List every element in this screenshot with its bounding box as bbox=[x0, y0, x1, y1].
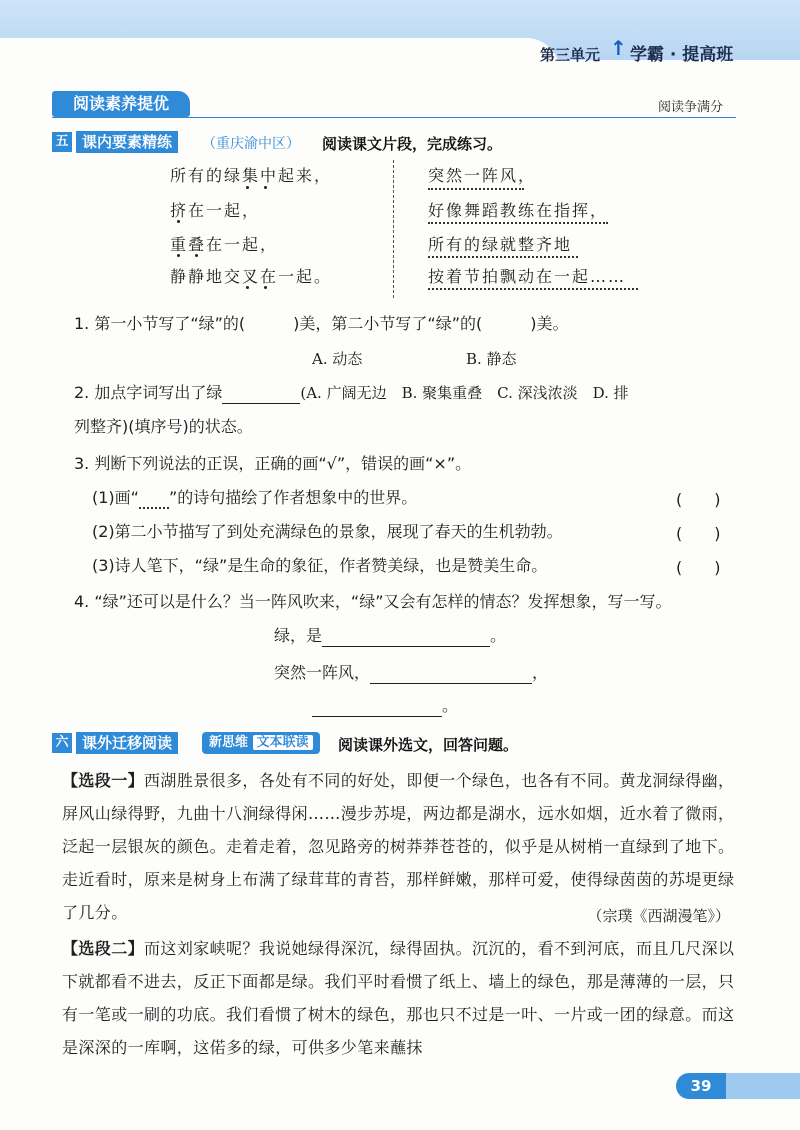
emphasis-dot bbox=[246, 286, 249, 289]
wavy-underline bbox=[428, 284, 638, 290]
q2-text-a: 2. 加点字词写出了绿 bbox=[74, 383, 223, 402]
q4-blank-3[interactable] bbox=[312, 696, 442, 717]
wavy-underline bbox=[428, 252, 578, 258]
section-title: 阅读素养提优 bbox=[52, 91, 190, 117]
page-number: 39 bbox=[676, 1073, 726, 1099]
part5-number: 五 bbox=[52, 132, 72, 152]
q4-line-3 bbox=[312, 695, 458, 717]
q4-line-2 bbox=[274, 662, 548, 684]
question-4: 4. “绿”还可以是什么？当一阵风吹来，“绿”又会有怎样的情态？发挥想象，写一写。 bbox=[74, 592, 672, 611]
q2-answer-blank[interactable] bbox=[222, 383, 300, 404]
q4-l3-end: 。 bbox=[442, 696, 459, 715]
part6-number: 六 bbox=[52, 733, 72, 753]
passage-1-label: 【选段一】 bbox=[62, 771, 145, 790]
up-arrow-icon: ↑ bbox=[610, 36, 627, 60]
q3-1-text-b: ”的诗句描绘了作者想象中的世界。 bbox=[168, 488, 418, 507]
emphasis-dot bbox=[195, 254, 198, 257]
brand-label bbox=[610, 36, 734, 65]
poem-left-line-1: 所有的绿集中起来， bbox=[170, 166, 333, 185]
poem-left-line-2: 挤在一起， bbox=[170, 201, 261, 220]
q4-blank-1[interactable] bbox=[322, 626, 490, 647]
q3-item-2: (2)第二小节描写了到处充满绿色的景象，展现了春天的生机勃勃。 bbox=[92, 522, 563, 541]
question-1: 1. 第一小节写了“绿”的( )美，第二小节写了“绿”的( )美。 bbox=[74, 314, 569, 333]
poem-divider bbox=[393, 160, 394, 298]
poem-left-line-4: 静静地交叉在一起。 bbox=[170, 267, 333, 286]
brand-text: 学霸 · 提高班 bbox=[630, 45, 734, 65]
q3-2-answer-paren[interactable]: ( ) bbox=[676, 524, 721, 543]
page-number-tail bbox=[726, 1073, 800, 1099]
passage-2-label: 【选段二】 bbox=[62, 939, 145, 958]
part6-tag3: 文本联读 bbox=[253, 735, 313, 750]
emphasis-dot bbox=[264, 186, 267, 189]
section-right-label: 阅读争满分 bbox=[658, 100, 724, 115]
q3-1-text-a: (1)画“ bbox=[92, 488, 139, 507]
q2-text-b: (A. 广阔无边 B. 聚集重叠 C. 深浅浓淡 D. 排 bbox=[300, 384, 629, 402]
q4-l2-end: ， bbox=[532, 663, 549, 682]
emphasis-dot bbox=[177, 254, 180, 257]
poem-right-line-2: 好像舞蹈教练在指挥， bbox=[428, 201, 609, 220]
q4-l2-text: 突然一阵风， bbox=[274, 663, 371, 682]
passage-1-text: 西湖胜景很多，各处有不同的好处，即便一个绿色，也各有不同。黄龙洞绿得幽，屏风山绿得野，九曲十八涧绿得闲……漫步苏堤，两边都是湖水，远水如烟，近水着了微雨，泛起一层银灰的颜色。走着走着，忽见路旁的树莽莽苍苍的，似乎是从树梢一直绿到了地下。走近看时，原来是树身上布满了绿茸茸的青苔，那样鲜嫩，那样可爱，使得绿茵茵的苏堤更绿了几分。 bbox=[62, 771, 735, 922]
q4-l1-end: 。 bbox=[490, 626, 507, 645]
unit-label: 第三单元 bbox=[540, 46, 601, 64]
q4-blank-2[interactable] bbox=[370, 663, 532, 684]
q3-1-answer-paren[interactable]: ( ) bbox=[676, 490, 721, 509]
part5-instruction: 阅读课文片段，完成练习。 bbox=[322, 135, 503, 153]
poem-right-line-3: 所有的绿就整齐地 bbox=[428, 235, 573, 254]
q3-item-3: (3)诗人笔下，“绿”是生命的象征，作者赞美绿，也是赞美生命。 bbox=[92, 556, 548, 575]
wavy-underline bbox=[428, 184, 524, 190]
question-2 bbox=[74, 382, 738, 404]
poem-right-line-1: 突然一阵风， bbox=[428, 166, 537, 185]
q3-3-answer-paren[interactable]: ( ) bbox=[676, 558, 721, 577]
passage-2 bbox=[62, 932, 738, 1064]
emphasis-dot bbox=[264, 286, 267, 289]
part6-instruction: 阅读课外选文，回答问题。 bbox=[338, 736, 519, 754]
part5-tag: 课内要素精练 bbox=[76, 131, 178, 153]
header-swoosh bbox=[0, 38, 560, 72]
part6-tag: 课外迁移阅读 bbox=[76, 732, 178, 754]
section-divider bbox=[52, 117, 736, 118]
emphasis-dot bbox=[246, 186, 249, 189]
poem-right-line-4: 按着节拍飘动在一起…… bbox=[428, 267, 627, 286]
question-2-cont: 列整齐)(填序号)的状态。 bbox=[74, 417, 253, 436]
question-3: 3. 判断下列说法的正误，正确的画“√”，错误的画“×”。 bbox=[74, 454, 472, 473]
q3-item-1 bbox=[92, 487, 417, 509]
wavy-mark bbox=[139, 489, 169, 509]
part6-tag-new-thinking bbox=[202, 732, 320, 754]
q1-option-b: B. 静态 bbox=[466, 350, 517, 368]
wavy-underline bbox=[428, 218, 608, 224]
passage-1-source: （宗璞《西湖漫笔》） bbox=[587, 907, 730, 925]
poem-left-line-3: 重叠在一起， bbox=[170, 235, 279, 254]
q1-option-a: A. 动态 bbox=[312, 350, 363, 368]
q4-line-1 bbox=[274, 625, 506, 647]
part5-region: （重庆渝中区） bbox=[202, 136, 300, 152]
emphasis-dot bbox=[177, 220, 180, 223]
passage-2-text: 而这刘家峡呢？我说她绿得深沉，绿得固执。沉沉的，看不到河底，而且几尺深以下就都看不进去，反正下面都是绿。我们平时看惯了纸上、墙上的绿色，那是薄薄的一层，只有一笔或一刷的功底。我们看惯了树木的绿色，那也只不过是一叶、一片或一团的绿意。而这是深深的一库啊，这偌多的绿，可供多少笔来蘸抹 bbox=[62, 939, 735, 1057]
q4-l1-text: 绿，是 bbox=[274, 626, 323, 645]
part6-tag2: 新思维 bbox=[209, 735, 249, 750]
